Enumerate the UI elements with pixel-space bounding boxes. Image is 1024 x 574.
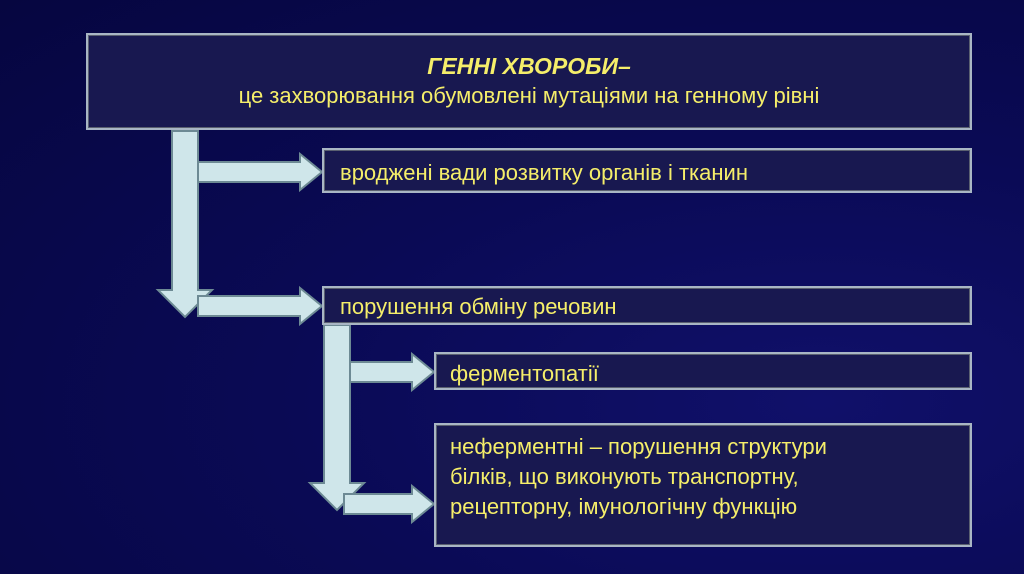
title-definition: це захворювання обумовлені мутаціями на генному рівні	[238, 83, 820, 108]
arrow-down-left	[158, 131, 212, 317]
metabolism-label: порушення обміну речовин	[340, 294, 617, 319]
metabolism-box	[322, 286, 972, 325]
title-heading: ГЕННІ ХВОРОБИ–	[427, 53, 631, 79]
nonenzymatic-line-1: неферментні – порушення структури	[450, 434, 827, 459]
nonenzymatic-line-3: рецепторну, імунологічну функцію	[450, 494, 798, 519]
congenital-box	[322, 148, 972, 193]
congenital-label: вроджені вади розвитку органів і тканин	[340, 160, 748, 185]
nonenzymatic-line-2: білків, що виконують транспортну,	[450, 464, 799, 489]
arrow-to-metabolism	[198, 288, 322, 324]
arrow-to-congenital	[198, 154, 322, 190]
enzymopathies-label: ферментопатії	[450, 361, 599, 386]
arrow-to-enzymopathies	[350, 354, 434, 390]
enzymopathies-box	[434, 352, 972, 390]
arrow-to-nonenzymatic	[344, 486, 434, 522]
nonenzymatic-box	[434, 423, 972, 547]
arrow-down-right	[310, 325, 364, 510]
title-box	[86, 33, 972, 130]
